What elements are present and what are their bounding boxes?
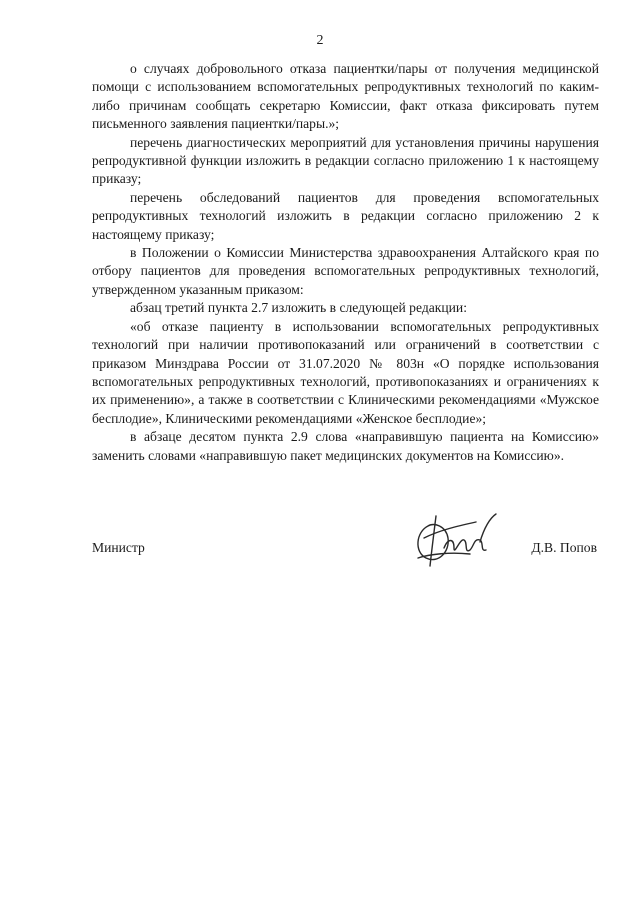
page-number: 2 [316,33,324,48]
paragraph-clause-2-9: в абзаце десятом пункта 2.9 слова «направившую пациента на Комиссию» заменить словами «направившую пакет медицинских документов на Комиссию». [92,429,599,463]
signatory-title: Министр [92,540,145,555]
paragraph-examination-list: перечень обследований пациентов для проведения вспомогательных репродуктивных технологий изложить в редакции согласно приложению 2 к настоящему приказу; [92,189,599,242]
paragraph-refusal-cases: о случаях добровольного отказа пациентки/пары от получения медицинской помощи с использованием вспомогательных репродуктивных технологий по каким-либо причинам сообщать секретарю Комиссии, факт отказа фиксировать путем письменного заявления пациентки/пары.»; [92,61,599,132]
paragraph-commission-regulation: в Положении о Комиссии Министерства здравоохранения Алтайского края по отбору пациентов для проведения вспомогательных репродуктивных технологий, утвержденном указанным приказом: [92,245,599,297]
signatory-name: Д.В. Попов [531,540,597,555]
paragraph-clause-2-7: абзац третий пункта 2.7 изложить в следующей редакции: [130,300,467,316]
document-body [92,60,599,465]
handwritten-signature [410,508,502,570]
signature-block [92,508,599,568]
paragraph-refusal-text: «об отказе пациенту в использовании вспомогательных репродуктивных технологий при наличии противопоказаний или ограничений в соответствии с приказом Минздрава России от 31.07.2020 № 803н «О порядке использования вспомогательных репродуктивных технологий, противопоказаниях и ограничениях к их применению», а также в соответствии с Клиническими рекомендациями «Мужское бесплодие», Клиническими рекомендациями «Женское бесплодие»; [92,318,599,426]
paragraph-diagnostic-list: перечень диагностических мероприятий для установления причины нарушения репродуктивной функции изложить в редакции согласно приложению 1 к настоящему приказу; [92,134,599,187]
